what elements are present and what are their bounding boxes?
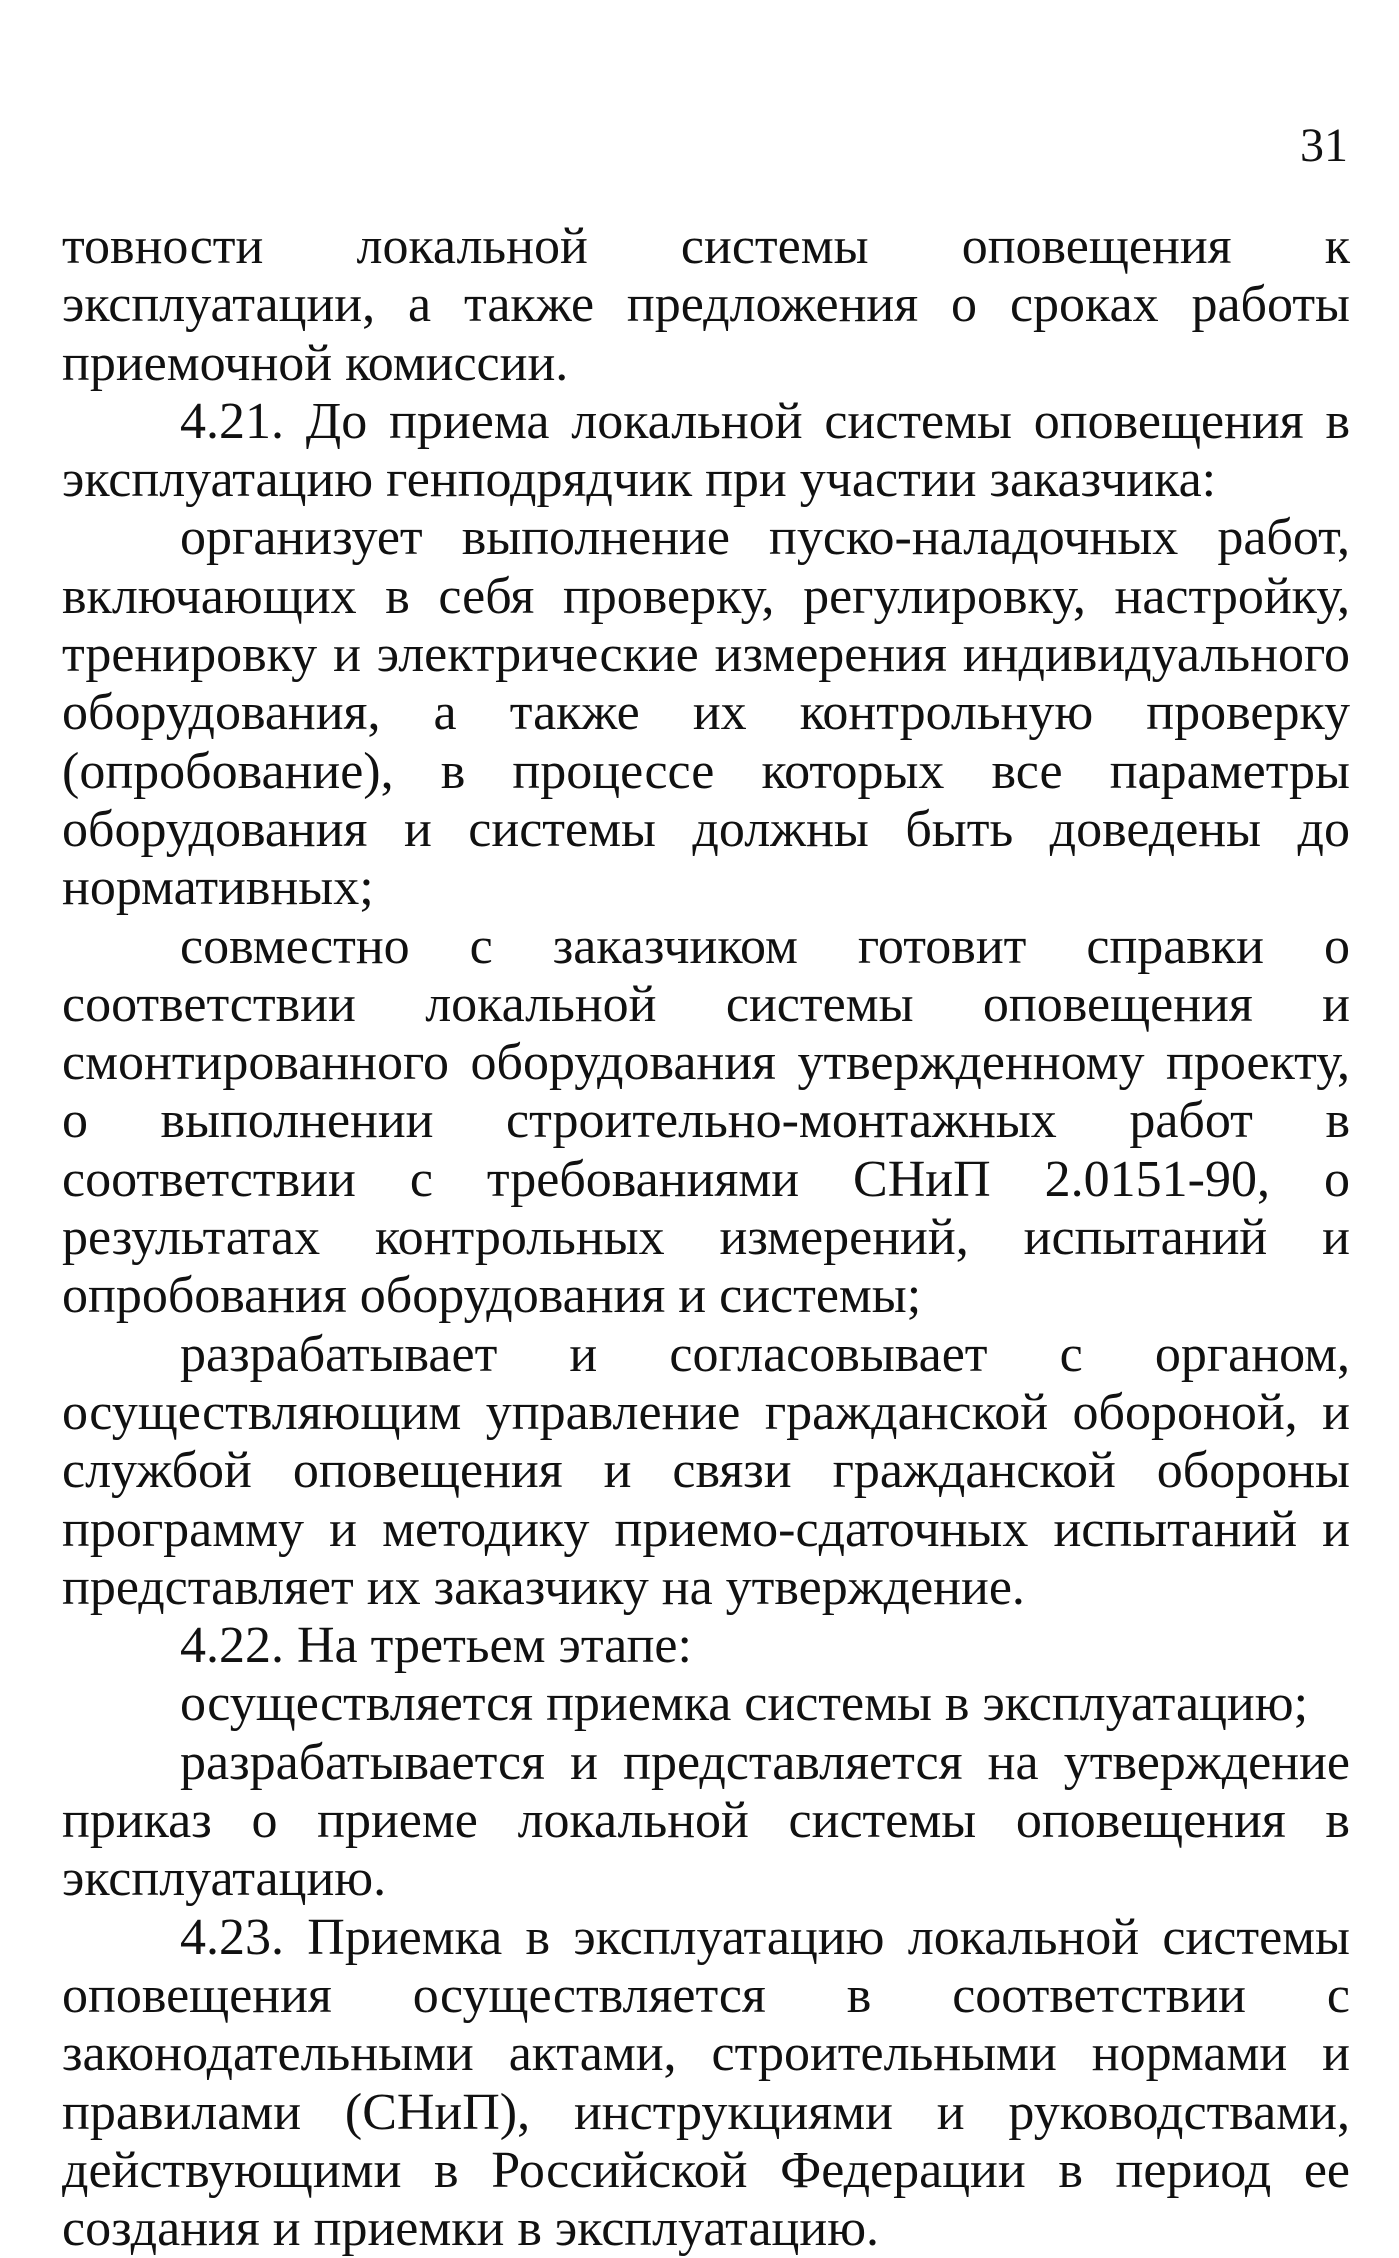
- page-number: 31: [1300, 119, 1348, 172]
- paragraph: совместно с заказчиком готовит справки о соответствии локальной системы оповещения и смонтированного оборудования утвержденному проекту, о выполнении строительно-монтажных работ в соответствии с требованиями СНиП 2.0151-90, о результатах контрольных измерений, испытаний и опробования оборудования и системы;: [62, 917, 1350, 1325]
- paragraph: 4.22. На третьем этапе:: [180, 1617, 692, 1675]
- paragraph: 4.23. Приемка в эксплуатацию локальной системы оповещения осуществляется в соответствии с законодательными актами, строительными нормами и правилами (СНиП), инструкциями и руководствами, действующими в Российской Федерации в период ее создания и приемки в эксплуатацию.: [62, 1908, 1350, 2258]
- page-body: [62, 218, 1350, 2258]
- paragraph: товности локальной системы оповещения к эксплуатации, а также предложения о сроках работы приемочной комиссии.: [62, 218, 1350, 392]
- paragraph: 4.21. До приема локальной системы оповещения в эксплуатацию генподрядчик при участии заказчика:: [62, 392, 1350, 509]
- paragraph: организует выполнение пуско-наладочных работ, включающих в себя проверку, регулировку, настройку, тренировку и электрические измерения индивидуального оборудования, а также их контрольную проверку (опробование), в процессе которых все параметры оборудования и системы должны быть доведены до нормативных;: [62, 509, 1350, 917]
- paragraph: разрабатывает и согласовывает с органом, осуществляющим управление гражданской обороной, и службой оповещения и связи гражданской обороны программу и методику приемо-сдаточных испытаний и представляет их заказчику на утверждение.: [62, 1325, 1350, 1616]
- paragraph: осуществляется приемка системы в эксплуатацию;: [180, 1675, 1309, 1733]
- paragraph: разрабатывается и представляется на утверждение приказ о приеме локальной системы оповещения в эксплуатацию.: [62, 1733, 1350, 1908]
